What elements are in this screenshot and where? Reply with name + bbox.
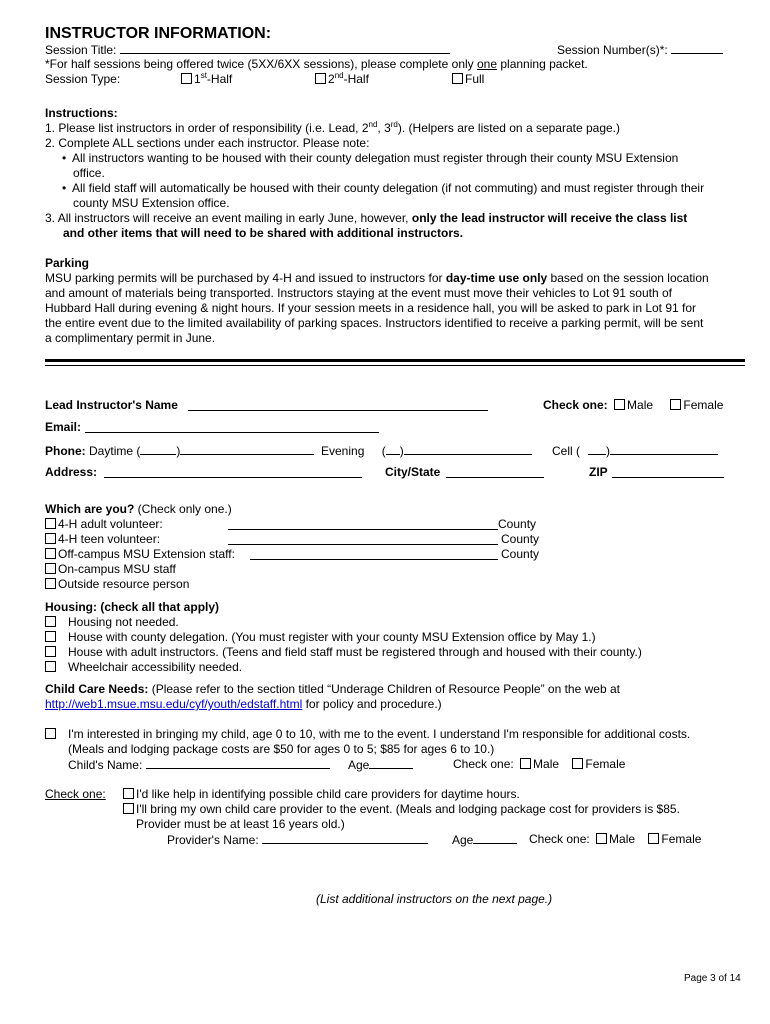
instruction-bullet-b: • All field staff will automatically be housed with their county delegation (if not commuting) and must register through their [62,181,705,195]
childcare-link-row: http://web1.msue.msu.edu/cyf/youth/edstaff.html for policy and procedure.) [45,697,442,711]
checkbox[interactable] [45,548,56,559]
instruction-item-1: 1. Please list instructors in order of responsibility (i.e. Lead, 2nd, 3rd). (Helpers are listed on a separate page.) [45,120,621,135]
female-checkbox[interactable] [648,833,659,844]
lead-name-label: Lead Instructor's Name [45,398,178,412]
instruction-item-3-cont: and other items that will need to be shared with additional instructors. [63,226,464,240]
child-name-row: Child's Name: [68,757,330,773]
parking-line: the entire event due to the limited availability of parking spaces. Instructors identified to receive a parking permit, will be sent [45,316,704,330]
childcare-check-one-label: Check one: [45,787,106,801]
half-session-note: *For half sessions being offered twice (5XX/6XX sessions), please complete only one planning packet. [45,57,588,71]
session-title-label: Session Title: [45,43,117,57]
checkbox[interactable] [45,616,56,627]
county-label: County [501,532,540,546]
session-type-label: Session Type: [45,72,121,86]
checkbox[interactable] [45,631,56,642]
parking-line: Hubbard Hall during evening & night hours. If your session meets in a residence hall, you will be asked to park in Lot 91 for [45,301,697,315]
housing-option[interactable]: Housing not needed. [45,615,179,630]
male-checkbox[interactable] [596,833,607,844]
evening-phone-field[interactable] [404,443,532,455]
session-title-row [45,42,450,58]
instruction-item-3: 3. All instructors will receive an event mailing in early June, however, only the lead instructor will receive the class list [45,211,688,225]
checkbox[interactable] [315,73,326,84]
parking-line: MSU parking permits will be purchased by 4-H and issued to instructors for day-time use only based on the session location [45,271,709,285]
instruction-bullet-a: • All instructors wanting to be housed with their county delegation must register through their county MSU Extension [62,151,679,165]
address-label: Address: [45,465,98,479]
additional-instructors-note: (List additional instructors on the next page.) [316,892,553,906]
session-number-label: Session Number(s)*: [557,43,668,57]
page-title: INSTRUCTOR INFORMATION: [45,25,272,42]
session-type-first-half[interactable]: 1st-Half [181,72,232,87]
separator-thin [45,365,745,366]
checkbox[interactable] [45,646,56,657]
email-field[interactable] [85,421,379,433]
address-field[interactable] [104,466,362,478]
evening-area-field[interactable] [386,443,400,455]
checkbox[interactable] [45,578,56,589]
evening-phone-group: Evening ( ) [321,443,532,459]
session-number-row [557,42,723,58]
cell-area-field[interactable] [588,443,606,455]
housing-option[interactable]: House with adult instructors. (Teens and field staff must be registered through and housed with their county.) [45,645,642,660]
edstaff-link[interactable]: http://web1.msue.msu.edu/cyf/youth/edstaff.html [45,697,303,711]
checkbox[interactable] [45,661,56,672]
county-label: County [501,547,540,561]
child-name-field[interactable] [146,757,330,769]
session-type-second-half[interactable]: 2nd-Half [315,72,369,87]
which-option[interactable]: 4-H adult volunteer: [45,517,163,532]
which-option[interactable]: On-campus MSU staff [45,562,176,577]
county-field[interactable] [250,548,498,560]
bullet-icon: • [62,181,67,195]
instructions-heading: Instructions: [45,106,118,120]
instruction-bullet-a-cont: office. [73,166,105,180]
male-checkbox[interactable] [614,399,625,410]
checkbox[interactable] [123,803,134,814]
child-age-group: Age [348,757,413,773]
provider-age-field[interactable] [473,832,517,844]
instruction-item-2: 2. Complete ALL sections under each instructor. Please note: [45,136,370,150]
city-state-field[interactable] [446,466,544,478]
provider-age-note: Provider must be at least 16 years old.) [136,817,345,831]
housing-heading: Housing: (check all that apply) [45,600,220,614]
bullet-icon: • [62,151,67,165]
checkbox[interactable] [45,518,56,529]
female-checkbox[interactable] [572,758,583,769]
daytime-area-field[interactable] [140,443,176,455]
checkbox[interactable] [181,73,192,84]
instruction-bullet-b-cont: county MSU Extension office. [73,196,230,210]
which-option[interactable]: 4-H teen volunteer: [45,532,160,547]
checkbox[interactable] [45,728,56,739]
county-field[interactable] [228,518,498,530]
zip-field[interactable] [612,466,724,478]
childcare-interest-row[interactable]: I'm interested in bringing my child, age 0 to 10, with me to the event. I understand I'm responsible for additional costs. [45,727,690,742]
female-checkbox[interactable] [670,399,681,410]
childcare-heading: Child Care Needs: (Please refer to the section titled “Underage Children of Resource People” on the web at [45,682,620,696]
checkbox[interactable] [45,563,56,574]
housing-option[interactable]: House with county delegation. (You must register with your county MSU Extension office by May 1.) [45,630,596,645]
which-heading: Which are you? (Check only one.) [45,502,232,516]
city-state-label: City/State [385,465,441,479]
which-option[interactable]: Off-campus MSU Extension staff: [45,547,235,562]
session-number-field[interactable] [671,42,723,54]
zip-label: ZIP [589,465,608,479]
county-label: County [498,517,537,531]
childcare-cost-note: (Meals and lodging package costs are $50 for ages 0 to 5; $85 for ages 6 to 10.) [68,742,495,756]
provider-age-group: Age [452,832,517,848]
session-title-field[interactable] [120,42,450,54]
checkbox[interactable] [45,533,56,544]
session-type-full[interactable]: Full [452,72,484,87]
county-field[interactable] [228,533,498,545]
lead-name-field[interactable] [188,399,488,411]
parking-line: and amount of materials being transported. Instructors staying at the event must move their vehicles to Lot 91 south of [45,286,673,300]
provider-name-row: Provider's Name: [167,832,428,848]
provider-name-field[interactable] [262,832,428,844]
housing-option[interactable]: Wheelchair accessibility needed. [45,660,242,675]
separator-thick [45,359,745,362]
cell-phone-field[interactable] [610,443,718,455]
email-label: Email: [45,420,82,434]
checkbox[interactable] [123,788,134,799]
child-gender-group: Check one: Male Female [453,757,626,771]
phone-row: Phone: Daytime ( ) [45,443,314,459]
page-number: Page 3 of 14 [684,973,741,984]
checkbox[interactable] [452,73,463,84]
which-option[interactable]: Outside resource person [45,577,189,592]
parking-heading: Parking [45,256,90,270]
cell-phone-group: Cell ( ) [552,443,718,459]
childcare-option-own-provider[interactable]: I'll bring my own child care provider to the event. (Meals and lodging package cost for providers is $85. [123,802,680,817]
male-checkbox[interactable] [520,758,531,769]
child-age-field[interactable] [369,757,413,769]
childcare-option-help[interactable]: I'd like help in identifying possible child care providers for daytime hours. [123,787,520,802]
daytime-phone-field[interactable] [180,443,314,455]
provider-gender-group: Check one: Male Female [529,832,702,846]
parking-line: a complimentary permit in June. [45,331,216,345]
lead-gender-group: Check one: Male Female [543,398,724,412]
